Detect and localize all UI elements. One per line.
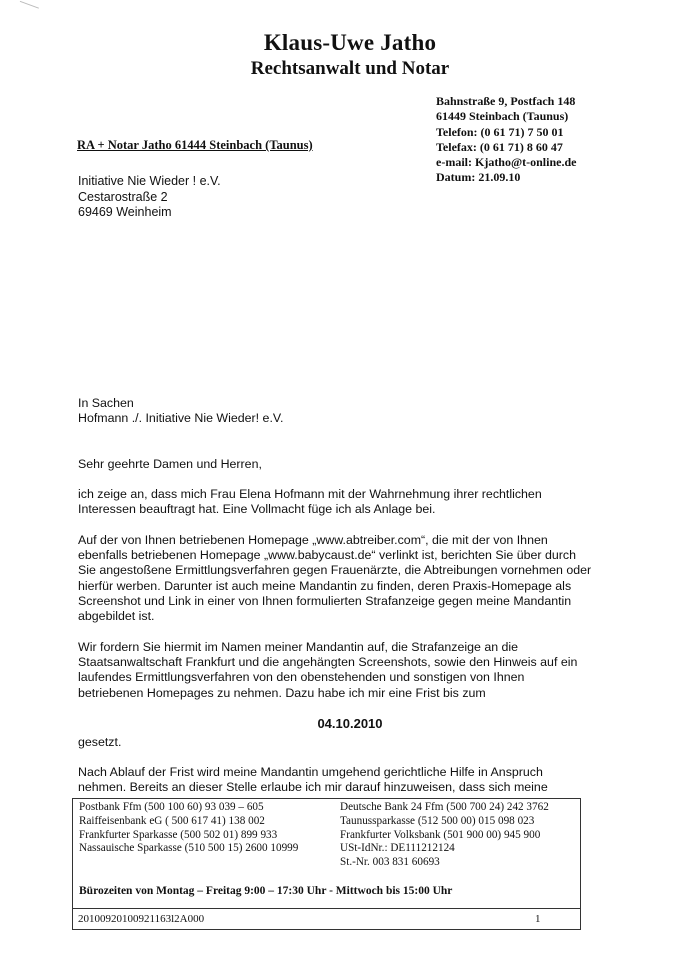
bank-entry: Frankfurter Volksbank (501 900 00) 945 900 bbox=[340, 828, 541, 841]
letterhead-title: Rechtsanwalt und Notar bbox=[250, 58, 450, 79]
paragraph-1 bbox=[78, 487, 616, 517]
paragraph-line: ebenfalls betriebenen Homepage „www.babycaust.de“ verlinkt ist, berichten Sie über durch bbox=[78, 548, 576, 563]
bank-list-left bbox=[79, 801, 298, 856]
bank-entry: Deutsche Bank 24 Ffm (500 700 24) 242 3762 bbox=[340, 801, 549, 813]
recipient-city: 69469 Weinheim bbox=[78, 205, 172, 219]
salutation: Sehr geehrte Damen und Herren, bbox=[78, 457, 262, 471]
paragraph-line: Auf der von Ihnen betriebenen Homepage „www.abtreiber.com“, die mit der von Ihnen bbox=[78, 533, 548, 547]
paragraph-line: hierfür werben. Darunter ist auch meine Mandantin zu finden, deren Praxis-Homepage als bbox=[78, 578, 572, 593]
page-number: 1 bbox=[535, 913, 541, 925]
recipient-address bbox=[78, 174, 221, 221]
paragraph-line: Staatsanwaltschaft Frankfurt und die angehängten Screenshots, sowie den Hinweis auf ein bbox=[78, 655, 578, 670]
paragraph-line: abgebildet ist. bbox=[78, 609, 155, 624]
paragraph-line: Sie angestoßene Ermittlungsverfahren gegen Frauenärzte, die Abtreibungen vornehmen oder bbox=[78, 563, 592, 578]
paragraph-line: betriebenen Homepages zu nehmen. Dazu habe ich mir eine Frist bis zum bbox=[78, 685, 486, 700]
office-hours: Bürozeiten von Montag – Freitag 9:00 – 17:30 Uhr - Mittwoch bis 15:00 Uhr bbox=[79, 885, 453, 897]
contact-city: 61449 Steinbach (Taunus) bbox=[436, 109, 569, 124]
bank-entry: Taunussparkasse (512 500 00) 015 098 023 bbox=[340, 814, 535, 827]
subject-block bbox=[78, 396, 616, 426]
contact-block bbox=[436, 94, 576, 186]
bank-entry: Postbank Ffm (500 100 60) 93 039 – 605 bbox=[79, 801, 264, 813]
vat-id: USt-IdNr.: DE111212124 bbox=[340, 842, 455, 855]
contact-phone: Telefon: (0 61 71) 7 50 01 bbox=[436, 124, 564, 139]
recipient-name: Initiative Nie Wieder ! e.V. bbox=[78, 174, 221, 188]
letterhead-name: Klaus-Uwe Jatho bbox=[263, 30, 437, 55]
contact-email: e-mail: Kjatho@t-online.de bbox=[436, 155, 577, 170]
paragraph-line: Screenshot und Link in einer von Ihnen formulierten Strafanzeige gegen meine Mandantin bbox=[78, 593, 572, 608]
tax-number: St.-Nr. 003 831 60693 bbox=[340, 856, 440, 869]
contact-fax: Telefax: (0 61 71) 8 60 47 bbox=[436, 139, 563, 154]
sender-return-address: RA + Notar Jatho 61444 Steinbach (Taunus) bbox=[77, 138, 313, 152]
paragraph-line: nehmen. Bereits an dieser Stelle erlaube ich mir darauf hinzuweisen, dass sich meine bbox=[78, 780, 548, 795]
recipient-street: Cestarostraße 2 bbox=[78, 189, 168, 204]
paragraph-line: laufendes Ermittlungsverfahren von den obenstehenden und sonstigen von Ihnen bbox=[78, 670, 525, 685]
paragraph-line: Wir fordern Sie hiermit im Namen meiner Mandantin auf, die Strafanzeige an die bbox=[78, 640, 519, 654]
subject-label: In Sachen bbox=[78, 396, 134, 410]
paragraph-line: Interessen beauftragt hat. Eine Vollmacht füge ich als Anlage bei. bbox=[78, 502, 436, 517]
footer-box bbox=[72, 798, 581, 930]
bank-entry: Nassauische Sparkasse (510 500 15) 2600 10999 bbox=[79, 842, 299, 855]
scan-corner-mark bbox=[17, 1, 39, 16]
letter-date: Datum: 21.09.10 bbox=[436, 170, 521, 185]
paragraph-gesetzt: gesetzt. bbox=[78, 735, 122, 749]
document-id: 20100920100921163l2A000 bbox=[78, 913, 205, 925]
paragraph-2 bbox=[78, 533, 616, 624]
bank-entry: Raiffeisenbank eG ( 500 617 41) 138 002 bbox=[79, 814, 265, 827]
paragraph-4 bbox=[78, 765, 616, 795]
contact-address: Bahnstraße 9, Postfach 148 bbox=[436, 94, 576, 108]
bank-entry: Frankfurter Sparkasse (500 502 01) 899 933 bbox=[79, 828, 278, 841]
paragraph-3 bbox=[78, 640, 616, 701]
bank-list-right bbox=[340, 801, 549, 870]
subject-case: Hofmann ./. Initiative Nie Wieder! e.V. bbox=[78, 411, 284, 426]
footer-divider bbox=[73, 908, 580, 909]
paragraph-line: Nach Ablauf der Frist wird meine Mandantin umgehend gerichtliche Hilfe in Anspruch bbox=[78, 765, 543, 779]
deadline-date: 04.10.2010 bbox=[317, 716, 383, 731]
paragraph-line: ich zeige an, dass mich Frau Elena Hofmann mit der Wahrnehmung ihrer rechtlichen bbox=[78, 487, 542, 501]
